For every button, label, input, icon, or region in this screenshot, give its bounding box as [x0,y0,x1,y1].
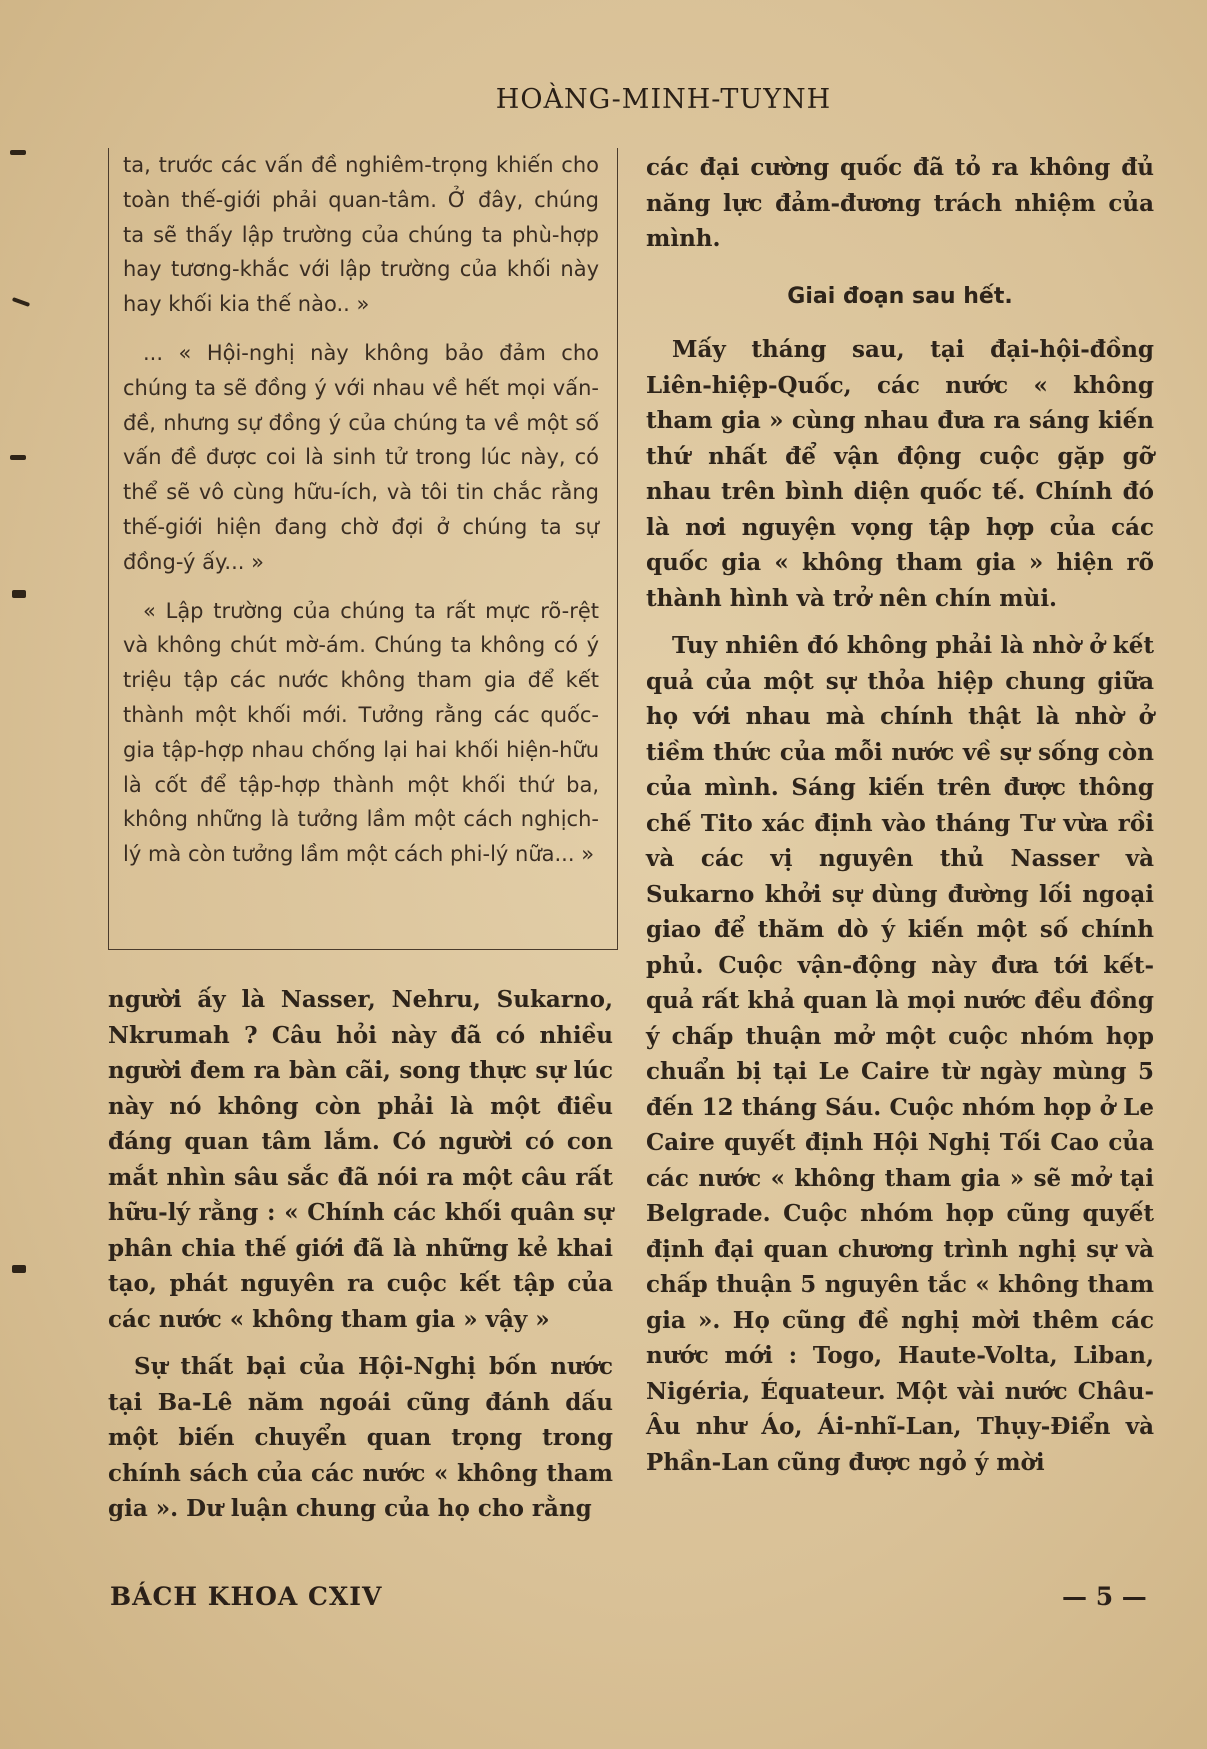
binding-mark [10,455,26,460]
body-paragraph: các đại cường quốc đã tỏ ra không đủ năng lực đảm-đương trách nhiệm của mình. [646,154,1154,252]
right-column [646,150,1154,1492]
page-number: — 5 — [1062,1582,1147,1611]
binding-mark [12,1265,26,1273]
quote-paragraph: ta, trước các vấn đề nghiêm-trọng khiến cho toàn thế-giới phải quan-tâm. Ở đây, chúng ta sẽ thấy lập trường của chúng ta phù-hợp hay tương-khắc với lập trường của khối này hay khối kia thế nào.. » [123,153,599,317]
binding-mark [12,297,30,307]
body-paragraph: Tuy nhiên đó không phải là nhờ ở kết quả của một sự thỏa hiệp chung giữa họ với nhau mà chính thật là nhờ ở tiềm thức của mỗi nước về sự sống còn của mình. Sáng kiến trên được thông chế Tito xác định vào tháng Tư vừa rồi và các vị nguyên thủ Nasser và Sukarno khởi sự dùng đường lối ngoại giao để thăm dò ý kiến một số chính phủ. Cuộc vận-động này đưa tới kết-quả rất khả quan là mọi nước đều đồng ý chấp thuận mở một cuộc nhóm họp chuẩn bị tại Le Caire từ ngày mùng 5 đến 12 tháng Sáu. Cuộc nhóm họp ở Le Caire quyết định Hội Nghị Tối Cao của các nước « không tham gia » sẽ mở tại Belgrade. Cuộc nhóm họp cũng quyết định đại quan chương trình nghị sự và chấp thuận 5 nguyên tắc « không tham gia ». Họ cũng đề nghị mời thêm các nước mới : Togo, Haute-Volta, Liban, Nigéria, Équateur. Một vài nước Châu-Âu như Áo, Ái-nhĩ-Lan, Thụy-Điển và Phần-Lan cũng được ngỏ ý mời [646,632,1154,1476]
page-header: HOÀNG-MINH-TUYNH [495,84,832,115]
quote-paragraph: ... « Hội-nghị này không bảo đảm cho chúng ta sẽ đồng ý với nhau về hết mọi vấn-đề, nhưng sự đồng ý của chúng ta về một số vấn đề được coi là sinh tử trong lúc này, có thể sẽ vô cùng hữu-ích, và tôi tin chắc rằng thế-giới hiện đang chờ đợi ở chúng ta sự đồng-ý ấy... » [123,340,599,574]
left-body-text [108,982,613,1527]
binding-mark [12,590,26,598]
body-paragraph: Mấy tháng sau, tại đại-hội-đồng Liên-hiệp-Quốc, các nước « không tham gia » cùng nhau đưa ra sáng kiến thứ nhất để vận động cuộc gặp gỡ nhau trên bình diện quốc tế. Chính đó là nơi nguyện vọng tập hợp của các quốc gia « không tham gia » hiện rõ thành hình và trở nên chín mùi. [646,336,1154,612]
left-column [108,148,616,1539]
body-paragraph: người ấy là Nasser, Nehru, Sukarno, Nkrumah ? Câu hỏi này đã có nhiều người đem ra bàn cãi, song thực sự lúc này nó không còn phải là một điều đáng quan tâm lắm. Có người có con mắt nhìn sâu sắc đã nói ra một câu rất hữu-lý rằng : « Chính các khối quân sự phân chia thế giới đã là những kẻ khai tạo, phát nguyên ra cuộc kết tập của các nước « không tham gia » vậy » [108,986,613,1333]
publication-footer: BÁCH KHOA CXIV [110,1582,383,1611]
quote-paragraph: « Lập trường của chúng ta rất mực rõ-rệt và không chút mờ-ám. Chúng ta không có ý triệu tập các nước không tham gia để kết thành một khối mới. Tưởng rằng các quốc-gia tập-hợp nhau chống lại hai khối hiện-hữu là cốt để tập-hợp thành một khối thứ ba, không những là tưởng lầm một cách nghịch-lý mà còn tưởng lầm một cách phi-lý nữa... » [123,598,599,867]
quote-box [108,148,618,950]
body-paragraph: Sự thất bại của Hội-Nghị bốn nước tại Ba-Lê năm ngoái cũng đánh dấu một biến chuyển quan trọng trong chính sách của các nước « không tham gia ». Dư luận chung của họ cho rằng [108,1353,613,1522]
binding-mark [10,150,26,155]
section-subheading: Giai đoạn sau hết. [787,283,1013,309]
